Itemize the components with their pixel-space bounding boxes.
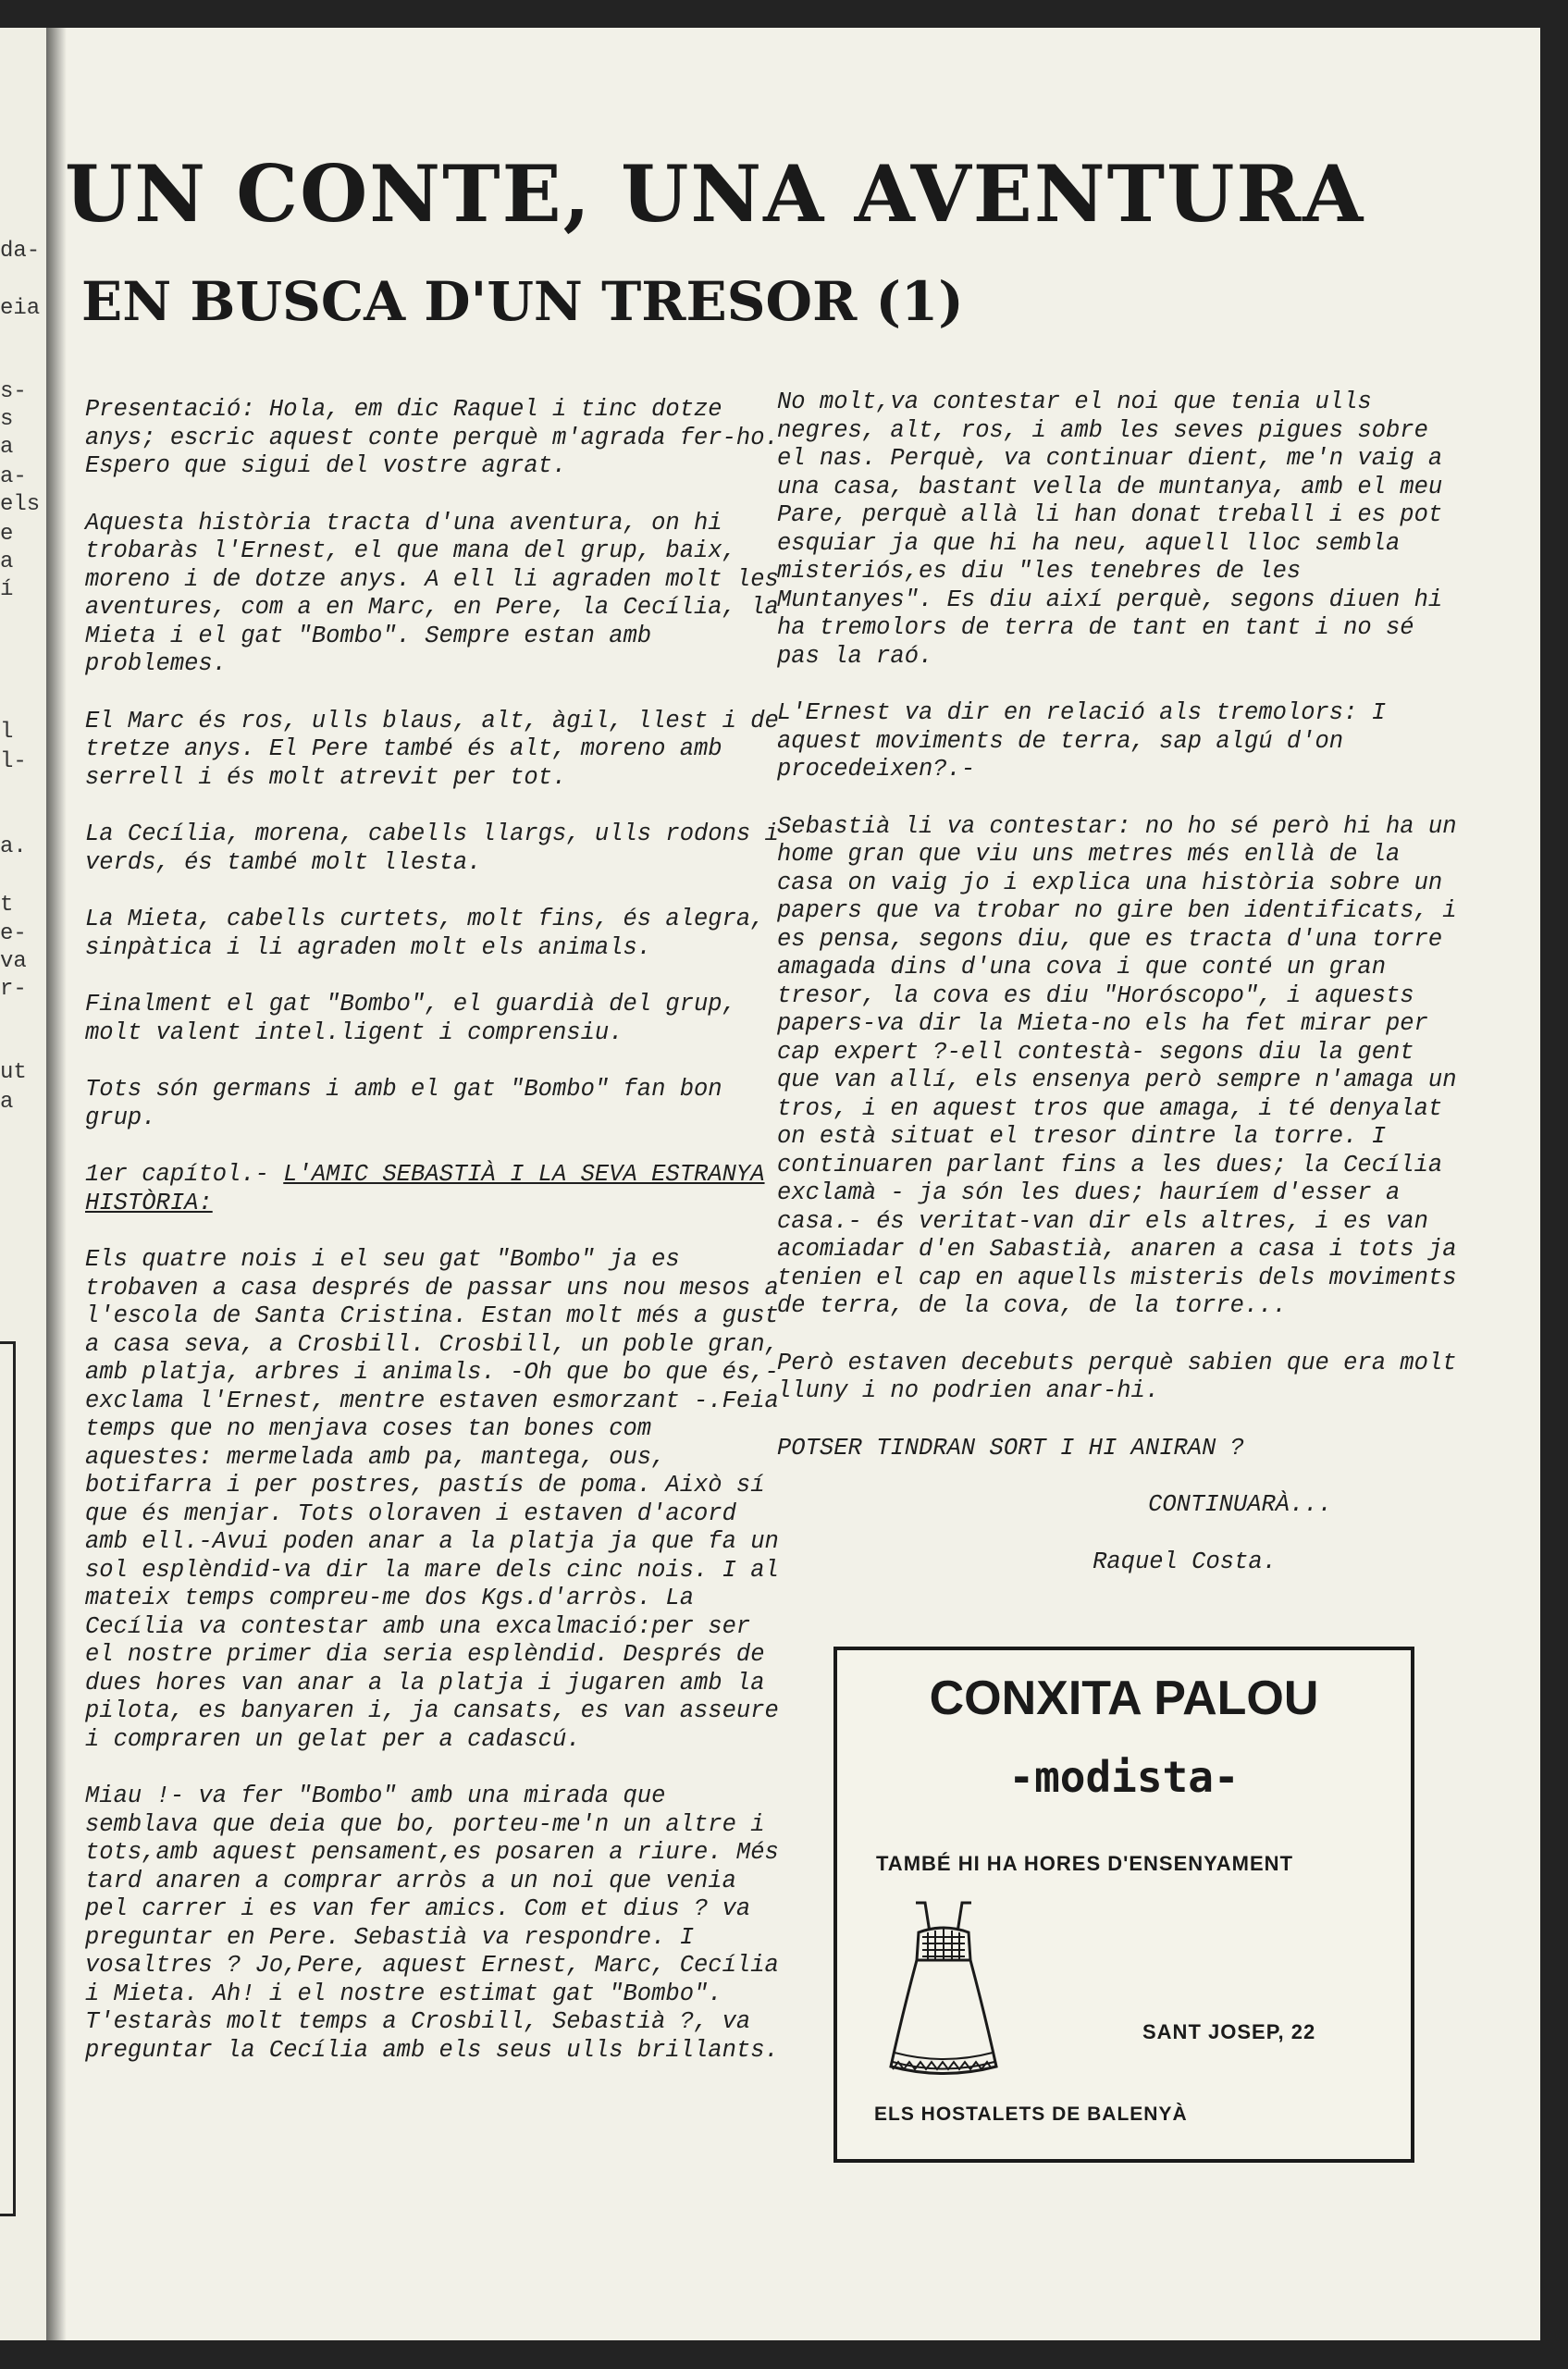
chapter-title: L'AMIC SEBASTIÀ I LA SEVA ESTRANYA HISTÒRIA: [85, 1161, 765, 1216]
closing-question: POTSER TINDRAN SORT I HI ANIRAN ? [777, 1434, 1244, 1462]
spine-text-line: eia [0, 296, 41, 321]
binding-shadow [46, 28, 67, 2340]
spine-text-line: els [0, 492, 41, 517]
character-paragraph: El Marc és ros, ulls blaus, alt, àgil, llest i de tretze anys. El Pere també és alt, moreno amb serrell i és molt atrevit per tot. [85, 707, 779, 791]
spine-text-line: a [0, 1090, 14, 1115]
page-subtitle: EN BUSCA D'UN TRESOR (1) [81, 270, 964, 333]
story-paragraph: L'Ernest va dir en relació als tremolors: I aquest moviments de terra, sap algú d'on procedeixen?.- [777, 699, 1387, 783]
spine-text-line: e [0, 522, 14, 547]
advertisement-box [833, 1647, 1414, 2163]
spine-text-line: t [0, 893, 14, 918]
spine-text-line: r- [0, 977, 27, 1002]
spine-text-line: l [0, 720, 14, 745]
character-paragraph: Tots són germans i amb el gat "Bombo" fan bon grup. [85, 1076, 722, 1131]
left-text-column [85, 396, 788, 2093]
spine-text-line: l- [0, 749, 27, 774]
ad-town: ELS HOSTALETS DE BALENYÀ [874, 2104, 1188, 2125]
spine-text-line: a [0, 435, 14, 460]
intro-paragraph: Presentació: Hola, em dic Raquel i tinc dotze anys; escric aquest conte perquè m'agrada fer-ho. Espero que sigui del vostre agrat. [85, 396, 779, 479]
spine-text-line: ut [0, 1060, 27, 1085]
author-signature: Raquel Costa. [1093, 1548, 1277, 1575]
spine-text-line: da- [0, 239, 41, 264]
right-text-column [777, 389, 1462, 1605]
spine-text-line: s- [0, 379, 27, 404]
spine-text-line: a. [0, 834, 27, 859]
spine-text-line: s [0, 407, 14, 432]
spine-text-line: e- [0, 921, 27, 946]
page-title: UN CONTE, UNA AVENTURA [65, 148, 1365, 240]
character-paragraph: Finalment el gat "Bombo", el guardià del grup, molt valent intel.ligent i comprensiu. [85, 991, 736, 1046]
ad-business-role: -modista- [1008, 1752, 1240, 1802]
chapter-label: 1er capítol.- [85, 1161, 269, 1188]
character-paragraph: La Mieta, cabells curtets, molt fins, és alegra, sinpàtica i li agraden molt els animals. [85, 906, 765, 961]
story-paragraph: Els quatre nois i el seu gat "Bombo" ja es trobaven a casa després de passar uns nou mesos a l'escola de Santa Cristina. Estan molt més a gust a casa seva, a Crosbill. Crosbill, un poble gran, amb platja, arbres i animals. -Oh que bo que és,-exclama l'Ernest, mentre estaven esmorzant -.Feia temps que no menjava coses tan bones com aquestes: mermelada amb pa, mantega, ous, botifarra i per postres, pastís de poma. Això sí que és menjar. Tots oloraven i estaven d'acord amb ell.-Avui poden anar a la platja ja que fa un sol esplèndid-va dir la mare dels cinc nois. I al mateix temps compreu-me dos Kgs.d'arròs. La Cecília va contestar amb una excalmació:per ser el nostre primer dia seria esplèndid. Després de dues hores van anar a la platja i jugaren amb la pilota, es banyaren i, ja cansats, es van asseure i compraren un gelat per a cadascú. [85, 1246, 779, 1753]
chapter-heading [85, 1161, 788, 1217]
story-paragraph: No molt,va contestar el noi que tenia ulls negres, alt, ros, i amb les seves pigues sobre el nas. Perquè, va continuar dient, me'n vaig a una casa, bastant vella de muntanya, amb el meu Pare, perquè allà li han donat treball i es pot esquiar ja que hi ha neu, aquell lloc sembla misteriós,es diu "les tenebres de les Muntanyes". Es diu així perquè, segons diuen hi ha tremolors de terra de tant en tant i no sé pas la raó. [777, 389, 1443, 670]
spine-text-line: va [0, 949, 27, 974]
intro-paragraph: Aquesta història tracta d'una aventura, on hi trobaràs l'Ernest, el que mana del grup, baix, moreno i de dotze anys. A ell li agraden molt les aventures, com a en Marc, en Pere, la Cecília, la Mieta i el gat "Bombo". Sempre estan amb problemes. [85, 509, 779, 677]
ad-hours-note: TAMBÉ HI HA HORES D'ENSENYAMENT [876, 1852, 1294, 1875]
spine-text-line: a- [0, 464, 27, 489]
facing-page-box-border [0, 1341, 16, 2216]
spine-text-line: í [0, 577, 14, 602]
ad-business-name: CONXITA PALOU [929, 1672, 1319, 1725]
facing-page-edge [0, 28, 46, 2340]
story-paragraph: Però estaven decebuts perquè sabien que era molt lluny i no podrien anar-hi. [777, 1349, 1457, 1404]
dress-illustration [874, 1895, 1013, 2090]
ad-address: SANT JOSEP, 22 [1142, 2020, 1316, 2043]
character-paragraph: La Cecília, morena, cabells llargs, ulls rodons i verds, és també molt llesta. [85, 821, 779, 876]
to-be-continued: CONTINUARÀ... [1148, 1491, 1332, 1518]
story-paragraph: Miau !- va fer "Bombo" amb una mirada que semblava que deia que bo, porteu-me'n un altre i tots,amb aquest pensament,es posaren a riure. Més tard anaren a comprar arròs a un noi que venia pel carrer i es van fer amics. Com et dius ? va preguntar en Pere. Sebastià va respondre. I vosaltres ? Jo,Pere, aquest Ernest, Marc, Cecília i Mieta. Ah! i el nostre estimat gat "Bombo". T'estaràs molt temps a Crosbill, Sebastià ?, va preguntar la Cecília amb els seus ulls brillants. [85, 1783, 779, 2064]
story-paragraph: Sebastià li va contestar: no ho sé però hi ha un home gran que viu uns metres més enllà de la casa on vaig jo i explica una història sobre un papers que va trobar no gire ben identificats, i es pensa, segons diu, que es tracta d'una torre amagada dins d'una cova i que conté un gran tresor, la cova es diu "Horóscopo", i aquests papers-va dir la Mieta-no els ha fet mirar per cap expert ?-ell contestà- segons diu la gent que van allí, els ensenya però sempre n'amaga un tros, i en aquest tros que amaga, i té denyalat on està situat el tresor dintre la torre. I continuaren parlant fins a les dues; la Cecília exclamà - ja són les dues; hauríem d'esser a casa.- és veritat-van dir els altres, i es van acomiadar d'en Sabastià, anaren a casa i tots ja tenien el cap en aquells misteris dels moviments de terra, de la cova, de la torre... [777, 812, 1457, 1319]
spine-text-line: a [0, 549, 14, 574]
